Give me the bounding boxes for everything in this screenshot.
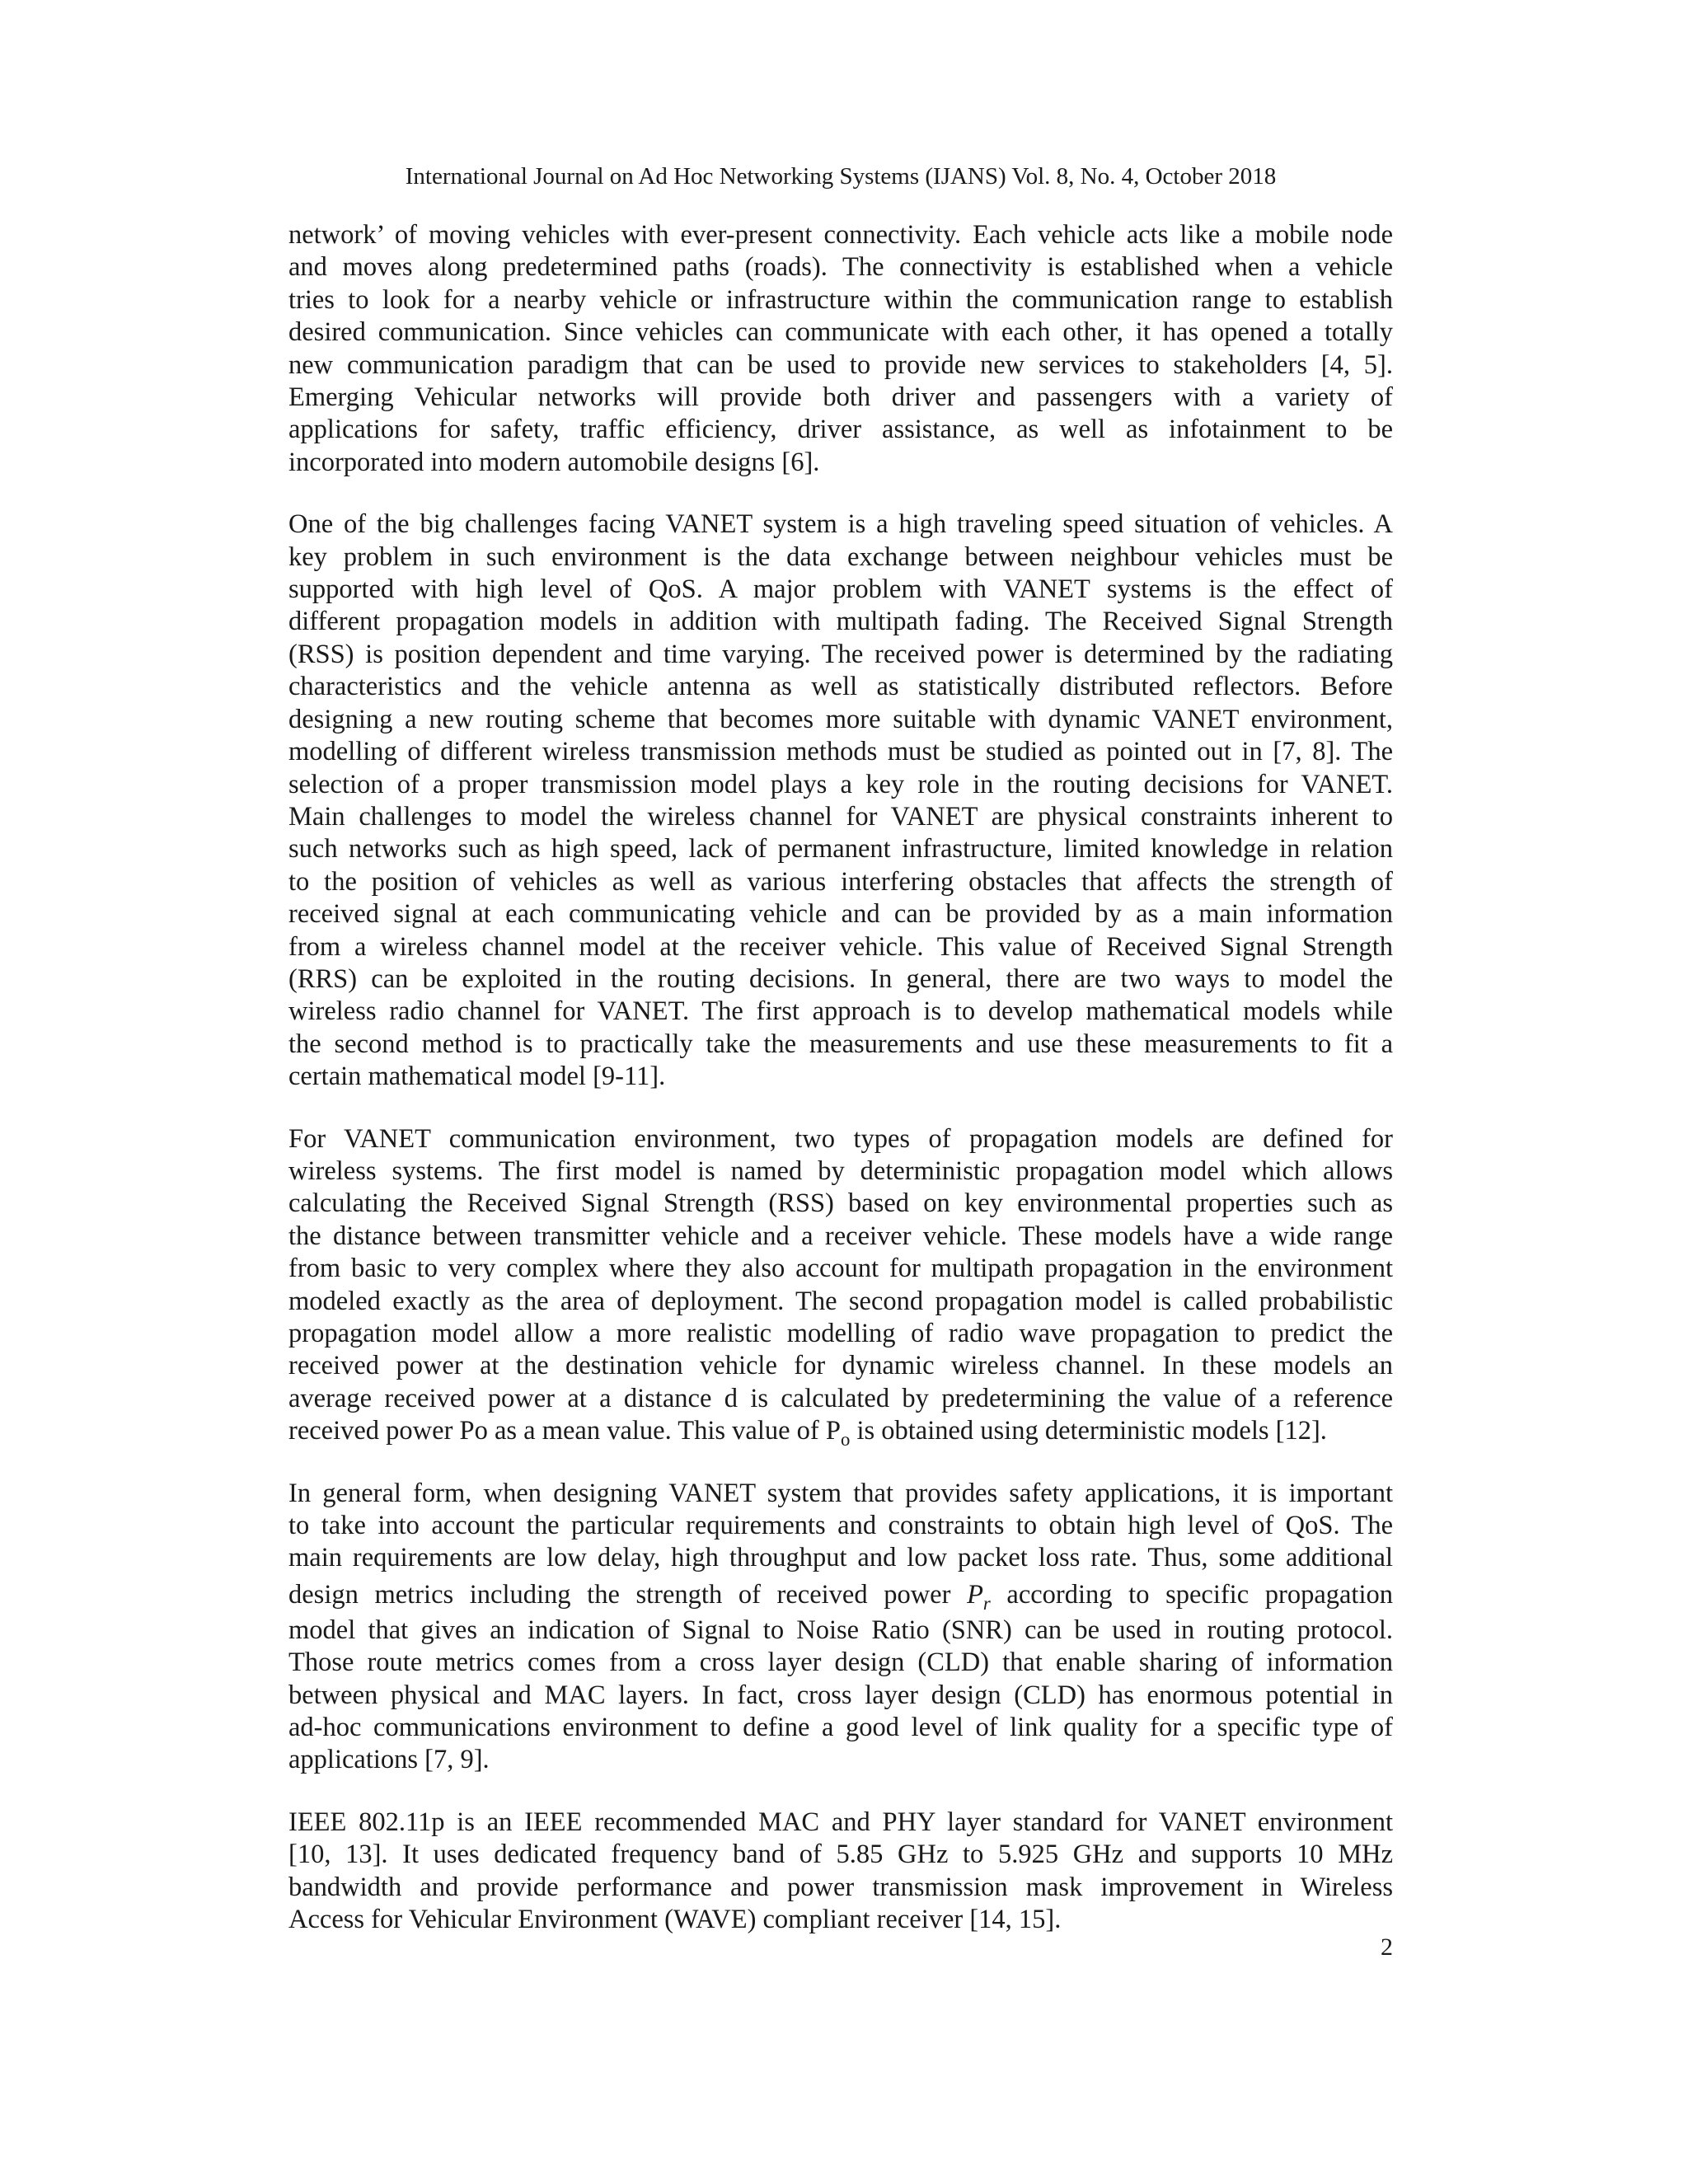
text-line: Main challenges to model the wireless channel for VANET are physical constraints inherent to [288, 801, 1393, 832]
text-line: ad-hoc communications environment to define a good level of link quality for a specific type of [288, 1713, 1393, 1743]
text-line: propagation model allow a more realistic modelling of radio wave propagation to predict the [288, 1319, 1393, 1348]
text-line: Emerging Vehicular networks will provide both driver and passengers with a variety of [288, 382, 1393, 413]
text-line: tries to look for a nearby vehicle or infrastructure within the communication range to establish [288, 284, 1393, 315]
text-line: average received power at a distance d is calculated by predetermining the value of a reference [288, 1383, 1393, 1413]
running-header: International Journal on Ad Hoc Networking Systems (IJANS) Vol. 8, No. 4, October 2018 [405, 163, 1277, 190]
text-line: new communication paradigm that can be used to provide new services to stakeholders [4, 5]. [288, 349, 1393, 380]
text-line: One of the big challenges facing VANET system is a high traveling speed situation of vehicles. A [288, 509, 1393, 540]
text-line: calculating the Received Signal Strength (RSS) based on key environmental properties such as [288, 1188, 1393, 1219]
text-line: bandwidth and provide performance and power transmission mask improvement in Wireless [288, 1872, 1393, 1902]
text-line: different propagation models in addition with multipath fading. The Received Signal Strength [288, 607, 1393, 637]
text-line: selection of a proper transmission model plays a key role in the routing decisions for VANET. [288, 769, 1393, 799]
math-symbol: P [967, 1579, 983, 1610]
text-line: model that gives an indication of Signal to Noise Ratio (SNR) can be used in routing protocol. [288, 1615, 1393, 1645]
paragraph-2 [288, 509, 1393, 1093]
text-line: desired communication. Since vehicles can communicate with each other, it has opened a totally [288, 317, 1393, 348]
text-line: main requirements are low delay, high throughput and low packet loss rate. Thus, some additional [288, 1543, 1393, 1573]
text-line: incorporated into modern automobile designs [6]. [288, 447, 820, 477]
text-line: applications [7, 9]. [288, 1745, 490, 1775]
text-line: received signal at each communicating vehicle and can be provided by as a main information [288, 899, 1393, 930]
text-line: modeled exactly as the area of deployment. The second propagation model is called probabilistic [288, 1286, 1393, 1316]
text-line: to take into account the particular requirements and constraints to obtain high level of QoS. The [288, 1511, 1393, 1541]
paragraph-1 [288, 219, 1393, 479]
paragraph-3 [288, 1123, 1393, 1451]
text-line: wireless radio channel for VANET. The first approach is to develop mathematical models while [288, 996, 1393, 1027]
text-fragment: design metrics including the strength of received power [288, 1579, 968, 1610]
text-line: applications for safety, traffic efficiency, driver assistance, as well as infotainment to be [288, 415, 1393, 445]
text-line: from basic to very complex where they also account for multipath propagation in the environment [288, 1254, 1393, 1284]
subscript: o [840, 1429, 851, 1451]
paragraph-5 [288, 1807, 1393, 1937]
text-line: supported with high level of QoS. A major problem with VANET systems is the effect of [288, 574, 1393, 605]
text-line: characteristics and the vehicle antenna as well as statistically distributed reflectors. Before [288, 672, 1393, 702]
text-line: [10, 13]. It uses dedicated frequency band of 5.85 GHz to 5.925 GHz and supports 10 MHz [288, 1840, 1393, 1870]
text-line: received power at the destination vehicle for dynamic wireless channel. In these models an [288, 1351, 1393, 1381]
text-line: to the position of vehicles as well as various interfering obstacles that affects the strength of [288, 866, 1393, 897]
text-line: certain mathematical model [9-11]. [288, 1062, 666, 1092]
text-line: (RSS) is position dependent and time varying. The received power is determined by the radiating [288, 639, 1393, 669]
paragraph-4 [288, 1478, 1393, 1777]
text-line: designing a new routing scheme that becomes more suitable with dynamic VANET environment, [288, 704, 1393, 734]
body-text [288, 219, 1393, 1966]
text-line: and moves along predetermined paths (roads). The connectivity is established when a vehicle [288, 252, 1393, 283]
text-line: (RRS) can be exploited in the routing decisions. In general, there are two ways to model the [288, 963, 1393, 994]
text-line: In general form, when designing VANET system that provides safety applications, it is important [288, 1478, 1393, 1508]
text-line: network’ of moving vehicles with ever-present connectivity. Each vehicle acts like a mobile node [288, 220, 1393, 250]
text-line: such networks such as high speed, lack of permanent infrastructure, limited knowledge in relation [288, 834, 1393, 865]
text-line-with-subscript [288, 1415, 1393, 1451]
text-line: IEEE 802.11p is an IEEE recommended MAC and PHY layer standard for VANET environment [288, 1807, 1393, 1837]
text-line: the distance between transmitter vehicle and a receiver vehicle. These models have a wide range [288, 1221, 1393, 1251]
text-fragment: according to specific propagation [990, 1579, 1393, 1610]
text-line: from a wireless channel model at the receiver vehicle. This value of Received Signal Strength [288, 931, 1393, 962]
text-fragment: is obtained using deterministic models [12]. [850, 1416, 1327, 1446]
text-line: Those route metrics comes from a cross layer design (CLD) that enable sharing of information [288, 1647, 1393, 1678]
text-line: Access for Vehicular Environment (WAVE) compliant receiver [14, 15]. [288, 1905, 1062, 1935]
text-line: For VANET communication environment, two types of propagation models are defined for [288, 1123, 1393, 1154]
text-fragment: received power Po as a mean value. This value of P [288, 1416, 841, 1446]
text-line: wireless systems. The first model is named by deterministic propagation model which allows [288, 1155, 1393, 1186]
text-line: the second method is to practically take the measurements and use these measurements to fit a [288, 1029, 1393, 1059]
text-line: key problem in such environment is the data exchange between neighbour vehicles must be [288, 541, 1393, 572]
text-line: modelling of different wireless transmission methods must be studied as pointed out in [7, 8]. The [288, 737, 1393, 767]
subscript: r [982, 1592, 991, 1614]
text-line: between physical and MAC layers. In fact, cross layer design (CLD) has enormous potential in [288, 1680, 1393, 1710]
text-line-with-symbol [288, 1575, 1393, 1615]
page-number: 2 [1381, 1933, 1393, 1961]
